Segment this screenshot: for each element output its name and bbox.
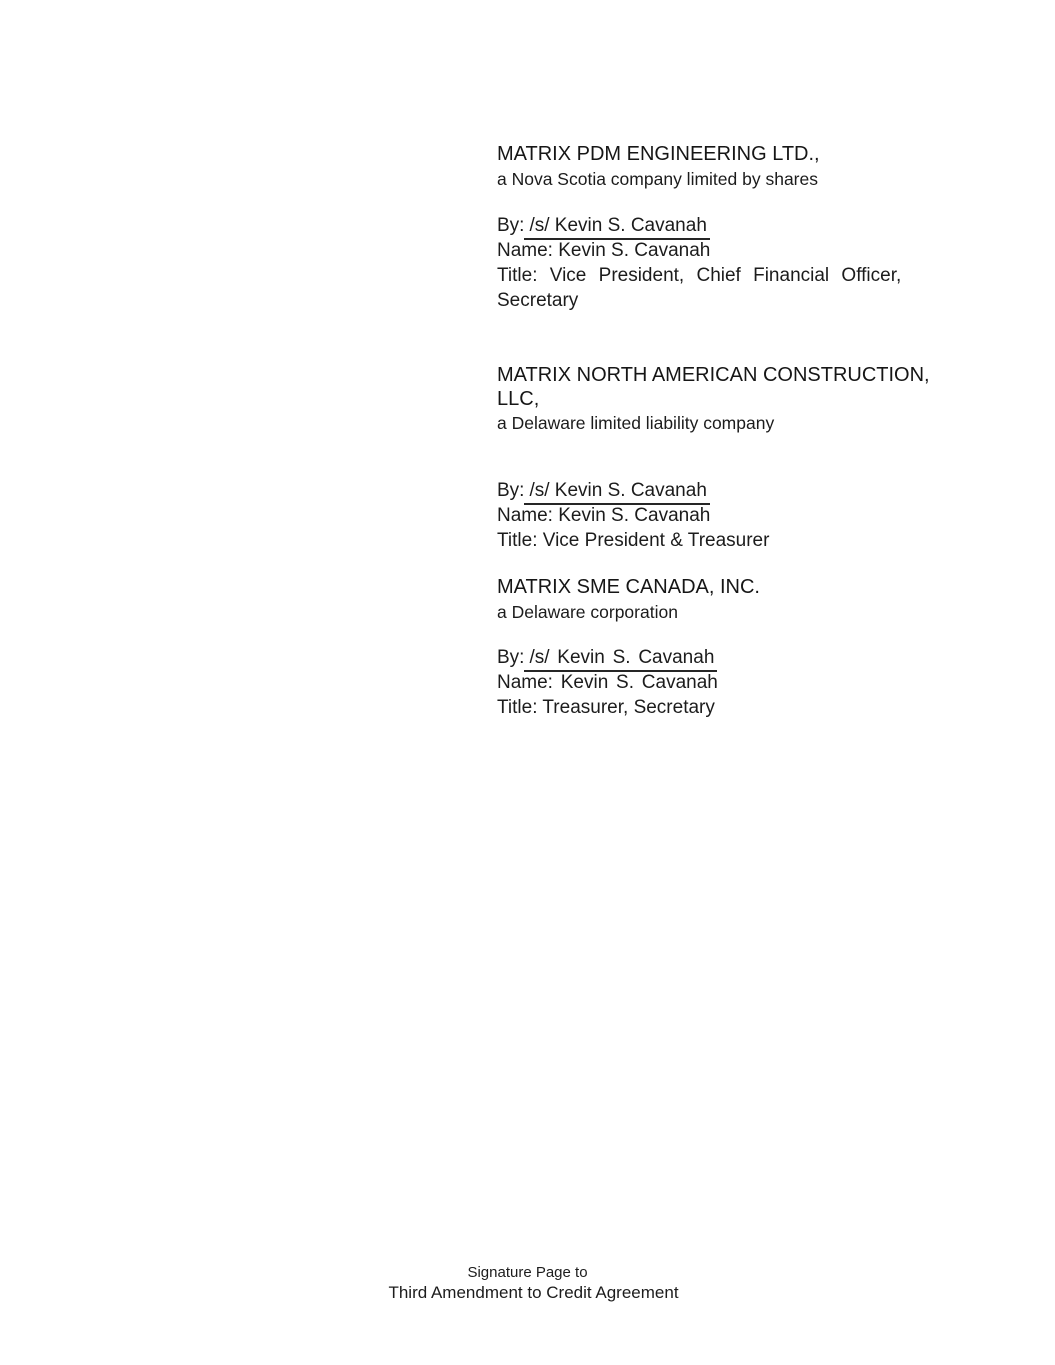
signature-line	[497, 645, 718, 670]
by-label: By:	[497, 480, 525, 501]
signature-line	[497, 478, 769, 503]
name-line: Name: Kevin S. Cavanah	[497, 240, 711, 261]
name-line: Name: Kevin S. Cavanah	[497, 505, 711, 526]
page-footer	[0, 1263, 1055, 1303]
title-line: Title: Treasurer, Secretary	[497, 697, 715, 718]
signature-text: /s/ Kevin S. Cavanah	[524, 215, 709, 240]
title-line-wrap: Secretary	[497, 290, 579, 311]
company-name-wrap: LLC,	[497, 388, 540, 410]
company-descriptor: a Delaware limited liability company	[497, 413, 775, 433]
title-line: Title: Vice President & Treasurer	[497, 530, 770, 551]
footer-line: Signature Page to	[467, 1264, 588, 1281]
signature-text: /s/ Kevin S. Cavanah	[524, 480, 709, 505]
by-label: By:	[497, 647, 525, 668]
company-name: MATRIX SME CANADA, INC.	[497, 576, 760, 598]
company-block-3-signature	[497, 645, 718, 720]
company-block-3-header	[497, 575, 760, 625]
company-name: MATRIX PDM ENGINEERING LTD.,	[497, 143, 820, 165]
company-descriptor: a Nova Scotia company limited by shares	[497, 169, 818, 189]
name-line: Name: Kevin S. Cavanah	[497, 672, 718, 693]
company-block-1-signature	[497, 213, 901, 313]
signature-line	[497, 213, 901, 238]
title-line: Title: Vice President, Chief Financial Officer,	[497, 265, 902, 286]
company-block-2-signature	[497, 478, 769, 553]
company-block-1-header	[497, 142, 820, 192]
by-label: By:	[497, 215, 525, 236]
company-block-2-header	[497, 363, 930, 435]
company-name: MATRIX NORTH AMERICAN CONSTRUCTION,	[497, 364, 930, 386]
footer-line: Third Amendment to Credit Agreement	[388, 1283, 679, 1302]
signature-text: /s/ Kevin S. Cavanah	[524, 647, 717, 672]
company-descriptor: a Delaware corporation	[497, 602, 678, 622]
